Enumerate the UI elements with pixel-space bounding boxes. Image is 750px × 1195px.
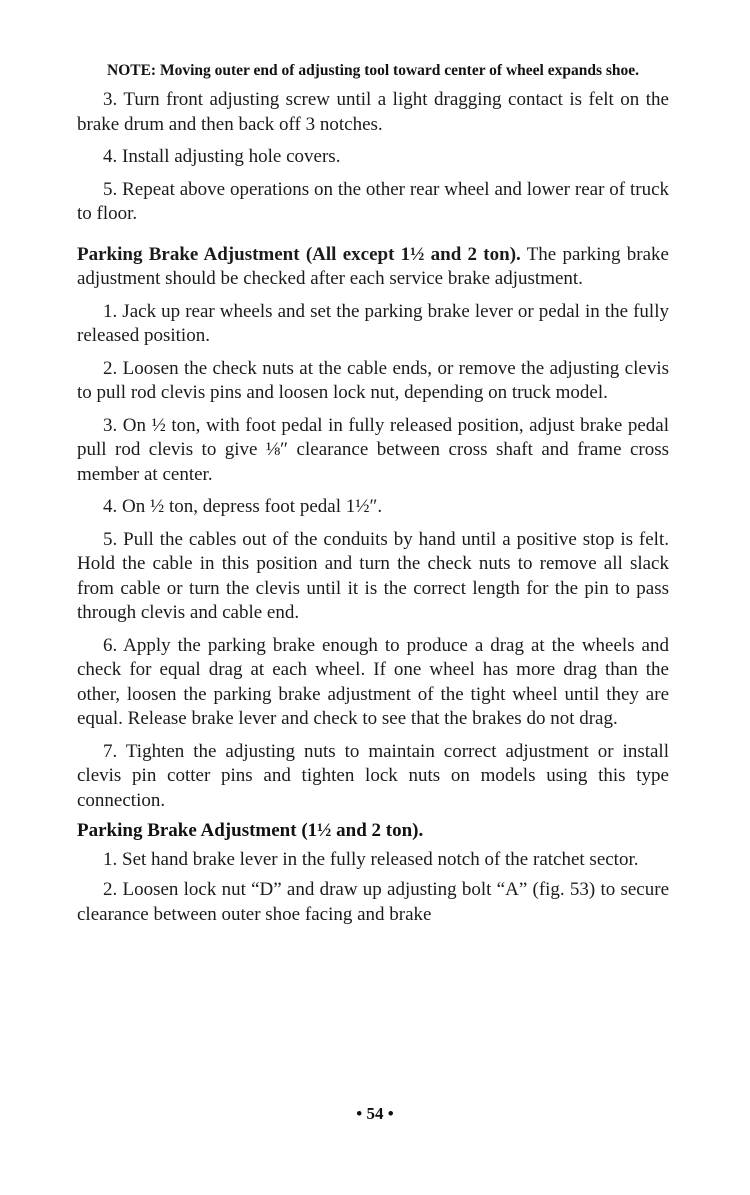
section-intro-paragraph (77, 243, 669, 292)
section-heading: Parking Brake Adjustment (1½ and 2 ton). (77, 820, 424, 841)
section-parking-brake-1-5-and-2-ton (77, 819, 669, 927)
note-text: NOTE: Moving outer end of adjusting tool toward center of wheel expands shoe. (107, 62, 640, 79)
document-page (77, 60, 669, 935)
step-text: 4. On ½ ton, depress foot pedal 1½″. (103, 496, 383, 517)
step-text: 4. Install adjusting hole covers. (103, 146, 341, 167)
section-parking-brake-all-except (77, 243, 669, 814)
step-text: 5. Pull the cables out of the conduits by hand until a positive stop is felt. Hold the cable in this position and turn the check nuts to remove all slack from cable or turn the clevis until it is the correct length for the pin to pass through clevis and cable end. (77, 528, 669, 623)
section-intro: The parking brake adjustment should be checked after each service brake adjustment. (77, 243, 669, 289)
step-text: 3. Turn front adjusting screw until a light dragging contact is felt on the brake drum and then back off 3 notches. (77, 89, 669, 135)
step-text: 1. Set hand brake lever in the fully released notch of the ratchet sector. (103, 848, 639, 870)
section-heading: Parking Brake Adjustment (All except 1½ and 2 ton). (77, 243, 521, 265)
page-number: • 54 • (356, 1104, 394, 1123)
step-text: 2. Loosen the check nuts at the cable ends, or remove the adjusting clevis to pull rod clevis pins and loosen lock nut, depending on truck model. (77, 357, 669, 403)
step-text: 6. Apply the parking brake enough to produce a drag at the wheels and check for equal drag at each wheel. If one wheel has more drag than the other, loosen the parking brake adjustment of the tight wheel until they are equal. Release brake lever and check to see that the brakes do not drag. (77, 634, 669, 729)
step-text: 2. Loosen lock nut “D” and draw up adjusting bolt “A” (fig. 53) to secure clearance between outer shoe facing and brake (77, 879, 669, 925)
step-text: 5. Repeat above operations on the other rear wheel and lower rear of truck to floor. (77, 178, 669, 224)
step-text: 7. Tighten the adjusting nuts to maintain correct adjustment or install clevis pin cotter pins and tighten lock nuts on models using this type connection. (77, 740, 669, 811)
step-text: 3. On ½ ton, with foot pedal in fully released position, adjust brake pedal pull rod clevis to give ⅛″ clearance between cross shaft and frame cross member at center. (77, 414, 669, 485)
step-text: 1. Jack up rear wheels and set the parking brake lever or pedal in the fully released position. (77, 300, 669, 346)
